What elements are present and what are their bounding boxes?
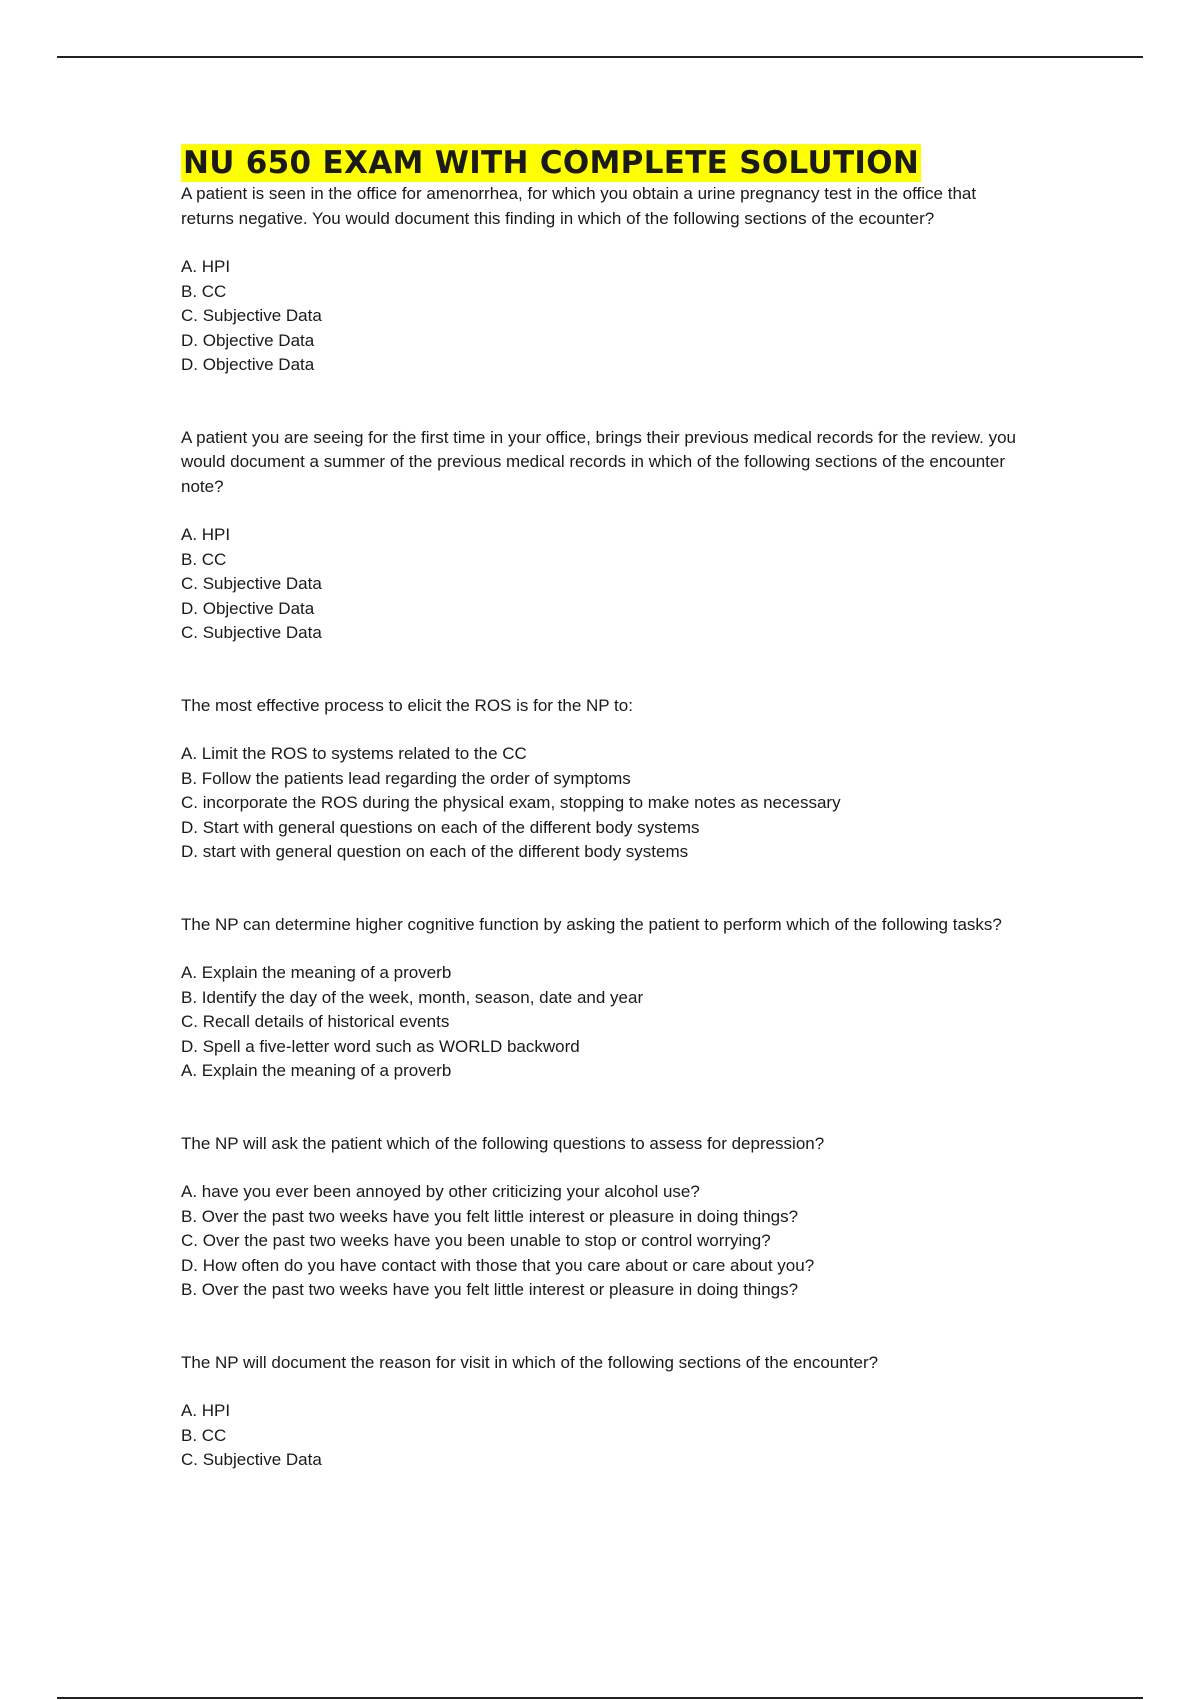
option-item: C. Over the past two weeks have you been unable to stop or control worrying? <box>181 1231 771 1250</box>
option-item: B. Follow the patients lead regarding the order of symptoms <box>181 768 631 788</box>
question-list <box>181 182 1031 1473</box>
option-item: A. Explain the meaning of a proverb <box>181 963 452 982</box>
option-item: C. Recall details of historical events <box>181 1012 450 1031</box>
option-item: B. CC <box>181 1425 227 1445</box>
option-item: C. Subjective Data <box>181 306 322 325</box>
option-item: A. have you ever been annoyed by other criticizing your alcohol use? <box>181 1182 700 1201</box>
question-text: The NP will document the reason for visit in which of the following sections of the encounter? <box>181 1352 879 1372</box>
option-list <box>181 523 1031 646</box>
option-item: C. Subjective Data <box>181 1450 322 1469</box>
option-item: B. Identify the day of the week, month, season, date and year <box>181 987 644 1007</box>
question-text: A patient is seen in the office for amenorrhea, for which you obtain a urine pregnancy test in the office that returns negative. You would document this finding in which of the following sections of the ecounter? <box>181 184 977 228</box>
document-body <box>181 144 1031 1473</box>
option-list <box>181 1399 1031 1473</box>
option-item: B. CC <box>181 549 227 569</box>
answer-line: D. Objective Data <box>181 355 315 374</box>
option-item: D. Objective Data <box>181 330 315 350</box>
option-list <box>181 255 1031 378</box>
question-block <box>181 913 1031 1084</box>
option-item: D. How often do you have contact with those that you care about or care about you? <box>181 1255 815 1275</box>
option-item: B. Over the past two weeks have you felt little interest or pleasure in doing things? <box>181 1206 799 1226</box>
option-item: A. HPI <box>181 525 231 544</box>
footer-rule <box>57 1697 1143 1699</box>
question-block <box>181 182 1031 378</box>
answer-line: C. Subjective Data <box>181 623 322 642</box>
option-item: C. incorporate the ROS during the physical exam, stopping to make notes as necessary <box>181 793 841 812</box>
question-text: The NP can determine higher cognitive function by asking the patient to perform which of the following tasks? <box>181 914 1002 934</box>
option-item: A. HPI <box>181 1401 231 1420</box>
option-item: D. Objective Data <box>181 598 315 618</box>
question-block <box>181 694 1031 865</box>
header-rule <box>57 56 1143 58</box>
question-text: The most effective process to elicit the ROS is for the NP to: <box>181 695 633 715</box>
question-block <box>181 1351 1031 1473</box>
answer-line: A. Explain the meaning of a proverb <box>181 1061 452 1080</box>
document-title: NU 650 EXAM WITH COMPLETE SOLUTION <box>183 145 920 181</box>
question-block <box>181 426 1031 646</box>
answer-line: D. start with general question on each of the different body systems <box>181 842 689 861</box>
option-list <box>181 742 1031 865</box>
answer-line: B. Over the past two weeks have you felt little interest or pleasure in doing things? <box>181 1280 799 1299</box>
option-item: D. Start with general questions on each of the different body systems <box>181 817 700 837</box>
option-item: C. Subjective Data <box>181 574 322 593</box>
option-item: D. Spell a five-letter word such as WORLD backword <box>181 1036 580 1056</box>
option-list <box>181 1180 1031 1303</box>
option-list <box>181 961 1031 1084</box>
option-item: A. Limit the ROS to systems related to the CC <box>181 744 527 763</box>
option-item: A. HPI <box>181 257 231 276</box>
question-block <box>181 1132 1031 1303</box>
question-text: A patient you are seeing for the first time in your office, brings their previous medical records for the review. you would document a summer of the previous medical records in which of the following sections of the encounter note? <box>181 427 1016 496</box>
question-text: The NP will ask the patient which of the following questions to assess for depression? <box>181 1133 825 1153</box>
option-item: B. CC <box>181 281 227 301</box>
